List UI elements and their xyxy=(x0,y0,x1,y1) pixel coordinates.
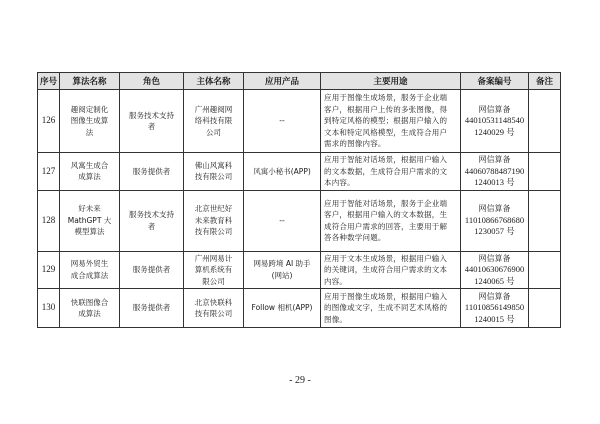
cell-remark xyxy=(529,90,561,153)
cell-role xyxy=(120,153,184,191)
text-line: 网信算备 xyxy=(478,291,511,301)
text-line: 技有限公司 xyxy=(194,309,233,318)
header-product: 应用产品 xyxy=(244,73,321,90)
text-line: 风寓生成合 xyxy=(70,160,109,170)
text-line: 11010866768680 xyxy=(464,214,525,225)
text-line: 者 xyxy=(147,122,156,131)
header-usage: 主要用途 xyxy=(321,73,461,90)
text-line: 网信算备 xyxy=(478,204,511,214)
cell-algorithm-name xyxy=(60,251,120,289)
text-line: 公司 xyxy=(206,127,221,137)
text-line: 图像生成算 xyxy=(70,116,109,126)
header-record-number: 备案编号 xyxy=(461,73,529,90)
text-line: 文本和特定风格模型，生成符合用户 xyxy=(324,127,448,137)
cell-remark xyxy=(529,251,561,289)
cell-entity-name xyxy=(184,90,244,153)
text-line: 需求的图像内容。 xyxy=(324,139,386,149)
text-line: 1240065 号 xyxy=(474,275,515,286)
text-line: 网易跨境 AI 助手 xyxy=(253,259,311,269)
table-row xyxy=(38,251,561,289)
cell-entity-name xyxy=(184,251,244,289)
text-line: 服务技术支持 xyxy=(129,110,174,120)
text-line: 北京快联科 xyxy=(194,297,233,307)
text-line: 到特定风格的模型；根据用户输入的 xyxy=(324,116,448,126)
cell-entity-name xyxy=(184,153,244,191)
text-line: 的图像或文字，生成不同艺术风格的 xyxy=(324,303,448,313)
text-line: (网站) xyxy=(271,270,293,280)
text-line: 网易外贸生 xyxy=(70,259,109,269)
cell-no: 127 xyxy=(38,153,60,191)
text-line: 应用于文本生成场景，根据用户输入 xyxy=(324,253,448,263)
text-line: 技有限公司 xyxy=(194,172,233,182)
algorithm-registry-table xyxy=(37,72,561,328)
text-line: 佛山风寓科 xyxy=(194,160,233,170)
header-algorithm-name: 算法名称 xyxy=(60,73,120,90)
text-line: 的关键词，生成符合用户需求的文本 xyxy=(324,265,448,274)
cell-usage xyxy=(321,289,461,328)
cell-entity-name xyxy=(184,289,244,328)
text-line: 络科技有限 xyxy=(194,116,233,126)
cell-record-number xyxy=(461,251,529,289)
text-line: 客户，根据用户上传的多张图像，得 xyxy=(324,104,448,114)
text-line: 法 xyxy=(85,127,94,137)
header-role: 角色 xyxy=(120,73,184,90)
text-line: 网信算备 xyxy=(478,155,511,164)
cell-no: 128 xyxy=(38,190,60,251)
text-line: 成算法 xyxy=(78,309,101,318)
text-line: 答各种数学问题。 xyxy=(324,233,386,242)
table-row xyxy=(38,190,561,251)
cell-record-number xyxy=(461,90,529,153)
text-line: 成算法 xyxy=(78,172,101,182)
table-row xyxy=(38,289,561,328)
text-line: 好未来 xyxy=(78,204,101,214)
text-line: 趣阅定制化 xyxy=(70,104,109,114)
text-line: 网信算备 xyxy=(478,253,511,263)
cell-usage xyxy=(321,153,461,191)
text-line: 44060788487190 xyxy=(464,165,525,176)
text-line: 服务技术支持 xyxy=(129,210,174,219)
text-line: 客户，根据用户输入的文本数据，生 xyxy=(324,210,448,219)
text-line: 成符合用户需求的回答，主要用于解 xyxy=(324,221,448,231)
cell-product xyxy=(244,153,321,191)
cell-no: 126 xyxy=(38,90,60,153)
text-line: 快联图像合 xyxy=(70,297,109,307)
cell-usage xyxy=(321,190,461,251)
cell-record-number xyxy=(461,190,529,251)
text-line: MathGPT 大 xyxy=(67,215,112,225)
text-line: 广州网易计 xyxy=(194,253,233,263)
text-line: -- xyxy=(279,215,285,225)
cell-usage xyxy=(321,90,461,153)
text-line: 1240015 号 xyxy=(474,313,515,324)
header-no: 序号 xyxy=(38,73,60,90)
text-line: 44010531148540 xyxy=(464,115,525,126)
text-line: 网信算备 xyxy=(478,104,511,114)
text-line: 服务提供者 xyxy=(132,303,171,313)
text-line: -- xyxy=(279,116,285,126)
cell-role xyxy=(120,90,184,153)
text-line: 1230057 号 xyxy=(474,226,515,237)
text-line: 应用于智能对话场景，根据用户输入 xyxy=(324,155,448,164)
cell-role xyxy=(120,251,184,289)
cell-algorithm-name xyxy=(60,153,120,191)
header-entity-name: 主体名称 xyxy=(184,73,244,90)
cell-no: 129 xyxy=(38,251,60,289)
page-number: - 29 - xyxy=(289,375,311,386)
text-line: 风寓小秘书(APP) xyxy=(253,166,311,176)
cell-product xyxy=(244,289,321,328)
text-line: 内容。 xyxy=(324,276,348,286)
cell-entity-name xyxy=(184,190,244,251)
text-line: 北京世纪好 xyxy=(194,204,233,214)
text-line: 应用于智能对话场景，服务于企业端 xyxy=(324,198,448,208)
text-line: 44010630676900 xyxy=(464,264,525,274)
cell-product xyxy=(244,190,321,251)
text-line: 模型算法 xyxy=(74,227,105,237)
text-line: 1240029 号 xyxy=(474,126,515,137)
text-line: 应用于图像生成场景，服务于企业端 xyxy=(324,93,448,103)
text-line: 图像。 xyxy=(324,314,348,324)
header-remark: 备注 xyxy=(529,73,561,90)
cell-role xyxy=(120,289,184,328)
text-line: 服务提供者 xyxy=(132,265,171,274)
text-line: 技有限公司 xyxy=(194,227,233,237)
table-row xyxy=(38,90,561,153)
text-line: 11010856149850 xyxy=(464,302,525,313)
text-line: 的文本数据，生成符合用户需求的文 xyxy=(324,166,448,176)
cell-usage xyxy=(321,251,461,289)
cell-record-number xyxy=(461,289,529,328)
cell-algorithm-name xyxy=(60,90,120,153)
cell-role xyxy=(120,190,184,251)
text-line: Follow 相机(APP) xyxy=(251,303,313,313)
text-line: 未来教育科 xyxy=(194,215,233,225)
text-line: 服务提供者 xyxy=(132,166,171,176)
text-line: 1240013 号 xyxy=(474,177,515,187)
cell-remark xyxy=(529,153,561,191)
table-header-row xyxy=(38,73,561,90)
table-row xyxy=(38,153,561,191)
cell-no: 130 xyxy=(38,289,60,328)
text-line: 本内容。 xyxy=(324,178,355,187)
text-line: 广州趣阅网 xyxy=(194,104,233,114)
cell-product xyxy=(244,251,321,289)
cell-product xyxy=(244,90,321,153)
cell-remark xyxy=(529,289,561,328)
cell-algorithm-name xyxy=(60,190,120,251)
cell-algorithm-name xyxy=(60,289,120,328)
text-line: 者 xyxy=(147,221,156,231)
text-line: 成合成算法 xyxy=(70,270,109,280)
text-line: 应用于图像生成场景，根据用户输入 xyxy=(324,291,448,301)
cell-remark xyxy=(529,190,561,251)
text-line: 算机系统有 xyxy=(194,265,233,274)
cell-record-number xyxy=(461,153,529,191)
text-line: 限公司 xyxy=(202,276,225,286)
